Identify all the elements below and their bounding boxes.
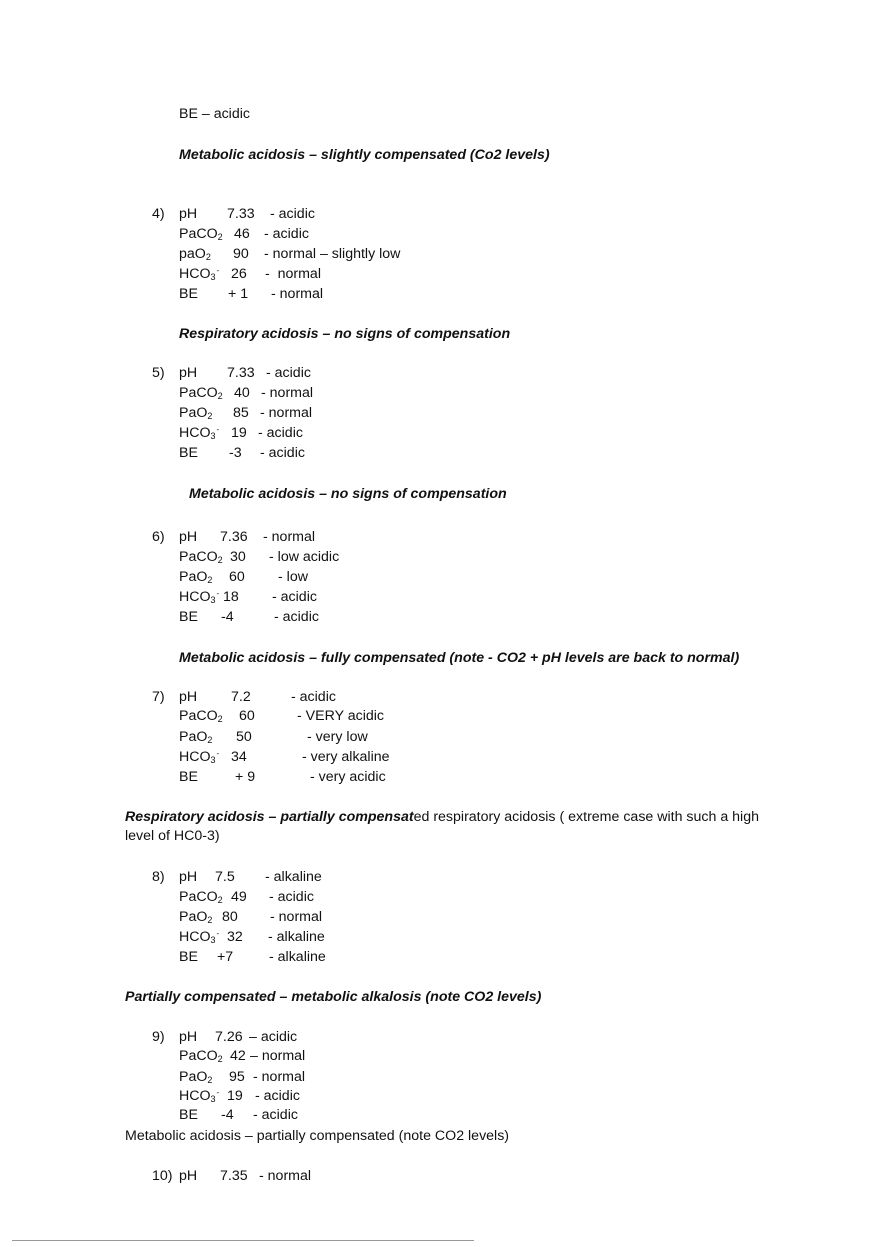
pao2-status: - very low — [307, 729, 368, 745]
hco3-param: $HCO_3^-$ — [179, 589, 220, 605]
be-param: BE — [179, 286, 198, 302]
ph-param: pH — [179, 529, 198, 545]
ph-value: 7.33 — [227, 206, 255, 222]
paco2-param: PaCO$_2$ — [179, 226, 223, 242]
paco2-status: - acidic — [264, 226, 309, 242]
paco2-value: 60 — [239, 708, 255, 724]
ph-value: 7.2 — [231, 689, 251, 705]
hco3-value: 26 — [231, 266, 247, 282]
case-conclusion — [125, 808, 759, 826]
ph-param: pH — [179, 689, 198, 705]
case-number: 9) — [152, 1029, 165, 1045]
hco3-status: - acidic — [272, 589, 317, 605]
ph-status: - acidic — [270, 206, 315, 222]
case-number: 5) — [152, 365, 165, 381]
hco3-value: 34 — [231, 749, 247, 765]
ph-param: pH — [179, 869, 198, 885]
pao2-value: 60 — [229, 569, 245, 585]
pao2-value: 85 — [233, 405, 249, 421]
be-status: - acidic — [260, 445, 305, 461]
ph-param: pH — [179, 365, 198, 381]
hco3-value: 19 — [231, 425, 247, 441]
ph-status: - alkaline — [265, 869, 322, 885]
hco3-param: $HCO_3^-$ — [179, 749, 220, 765]
paco2-value: 40 — [234, 385, 250, 401]
paco2-status: – normal — [250, 1048, 306, 1064]
conclusion-plain-part: ed respiratory acidosis ( extreme case with such a high — [413, 809, 759, 825]
hco3-param: $HCO_3^-$ — [179, 425, 220, 441]
hco3-param: $HCO_3^-$ — [179, 266, 220, 282]
pao2-param: PaO$_2$ — [179, 729, 213, 745]
hco3-value: 19 — [227, 1088, 243, 1104]
hco3-status: - acidic — [258, 425, 303, 441]
be-status: - acidic — [253, 1107, 298, 1123]
be-status: - very acidic — [310, 769, 386, 785]
case-conclusion: Metabolic acidosis – no signs of compensation — [189, 486, 507, 502]
pao2-value: 50 — [236, 729, 252, 745]
case-conclusion: Partially compensated – metabolic alkalosis (note CO2 levels) — [125, 989, 542, 1005]
ph-param: pH — [179, 206, 198, 222]
case-number: 10) — [152, 1168, 173, 1184]
be-value: + 1 — [228, 286, 249, 302]
be-param: BE — [179, 949, 198, 965]
ph-value: 7.36 — [220, 529, 248, 545]
paco2-param: PaCO$_2$ — [179, 385, 223, 401]
ph-value: 7.26 — [215, 1029, 243, 1045]
be-status: - alkaline — [269, 949, 326, 965]
pao2-value: 80 — [222, 909, 238, 925]
hco3-status: - acidic — [255, 1088, 300, 1104]
pao2-status: - low — [278, 569, 308, 585]
ph-status: - acidic — [266, 365, 311, 381]
pao2-param: PaO$_2$ — [179, 405, 213, 421]
pao2-param: PaO$_2$ — [179, 909, 213, 925]
be-param: BE — [179, 1107, 198, 1123]
paco2-value: 46 — [234, 226, 250, 242]
case-number: 8) — [152, 869, 165, 885]
hco3-status: - very alkaline — [302, 749, 390, 765]
ph-value: 7.5 — [215, 869, 235, 885]
ph-status: - normal — [259, 1168, 312, 1184]
be-value: + 9 — [235, 769, 256, 785]
case-conclusion: Metabolic acidosis – fully compensated (note - CO2 + pH levels are back to normal) — [179, 650, 740, 666]
paco2-param: PaCO$_2$ — [179, 708, 223, 724]
case-number: 4) — [152, 206, 165, 222]
hco3-value: 32 — [227, 929, 243, 945]
intro-be-line: BE – acidic — [179, 106, 250, 122]
paco2-param: PaCO$_2$ — [179, 889, 223, 905]
be-value: -4 — [221, 1107, 234, 1123]
pao2-value: 90 — [233, 246, 249, 262]
be-value: +7 — [217, 949, 234, 965]
conclusion-bold-part: Respiratory acidosis – partially compensat — [125, 809, 414, 825]
paco2-status: - acidic — [269, 889, 314, 905]
hco3-value: 18 — [223, 589, 239, 605]
paco2-status: - normal — [261, 385, 314, 401]
case-number: 7) — [152, 689, 165, 705]
hco3-param: $HCO_3^-$ — [179, 1088, 220, 1104]
paco2-status: - low acidic — [269, 549, 340, 565]
hco3-param: $HCO_3^-$ — [179, 929, 220, 945]
case-conclusion: Metabolic acidosis – partially compensated (note CO2 levels) — [125, 1128, 510, 1144]
be-param: BE — [179, 609, 198, 625]
ph-value: 7.35 — [220, 1168, 248, 1184]
paco2-status: - VERY acidic — [297, 708, 385, 724]
pao2-status: - normal — [260, 405, 313, 421]
footer-rule — [12, 1240, 474, 1241]
ph-status: – acidic — [249, 1029, 298, 1045]
ph-param: pH — [179, 1029, 198, 1045]
be-param: BE — [179, 445, 198, 461]
be-value: -3 — [229, 445, 242, 461]
hco3-status: - normal — [265, 266, 321, 282]
case-number: 6) — [152, 529, 165, 545]
pao2-value: 95 — [229, 1069, 245, 1085]
ph-status: - normal — [263, 529, 316, 545]
pao2-status: - normal — [253, 1069, 306, 1085]
ph-param: pH — [179, 1168, 198, 1184]
paco2-param: PaCO$_2$ — [179, 1048, 223, 1064]
paco2-value: 42 — [230, 1048, 246, 1064]
pao2-status: - normal – slightly low — [264, 246, 401, 262]
be-status: - normal — [271, 286, 324, 302]
case-conclusion: Respiratory acidosis – no signs of compensation — [179, 326, 511, 342]
be-status: - acidic — [274, 609, 319, 625]
hco3-status: - alkaline — [268, 929, 325, 945]
pao2-param: PaO$_2$ — [179, 1069, 213, 1085]
pao2-status: - normal — [270, 909, 323, 925]
pao2-param: paO$_2$ — [179, 246, 211, 262]
paco2-value: 49 — [231, 889, 247, 905]
paco2-param: PaCO$_2$ — [179, 549, 223, 565]
ph-status: - acidic — [291, 689, 336, 705]
be-param: BE — [179, 769, 198, 785]
case-conclusion-continued: level of HC0-3) — [125, 828, 220, 844]
pao2-param: PaO$_2$ — [179, 569, 213, 585]
ph-value: 7.33 — [227, 365, 255, 381]
intro-conclusion: Metabolic acidosis – slightly compensated (Co2 levels) — [179, 147, 550, 163]
be-value: -4 — [221, 609, 234, 625]
paco2-value: 30 — [230, 549, 246, 565]
